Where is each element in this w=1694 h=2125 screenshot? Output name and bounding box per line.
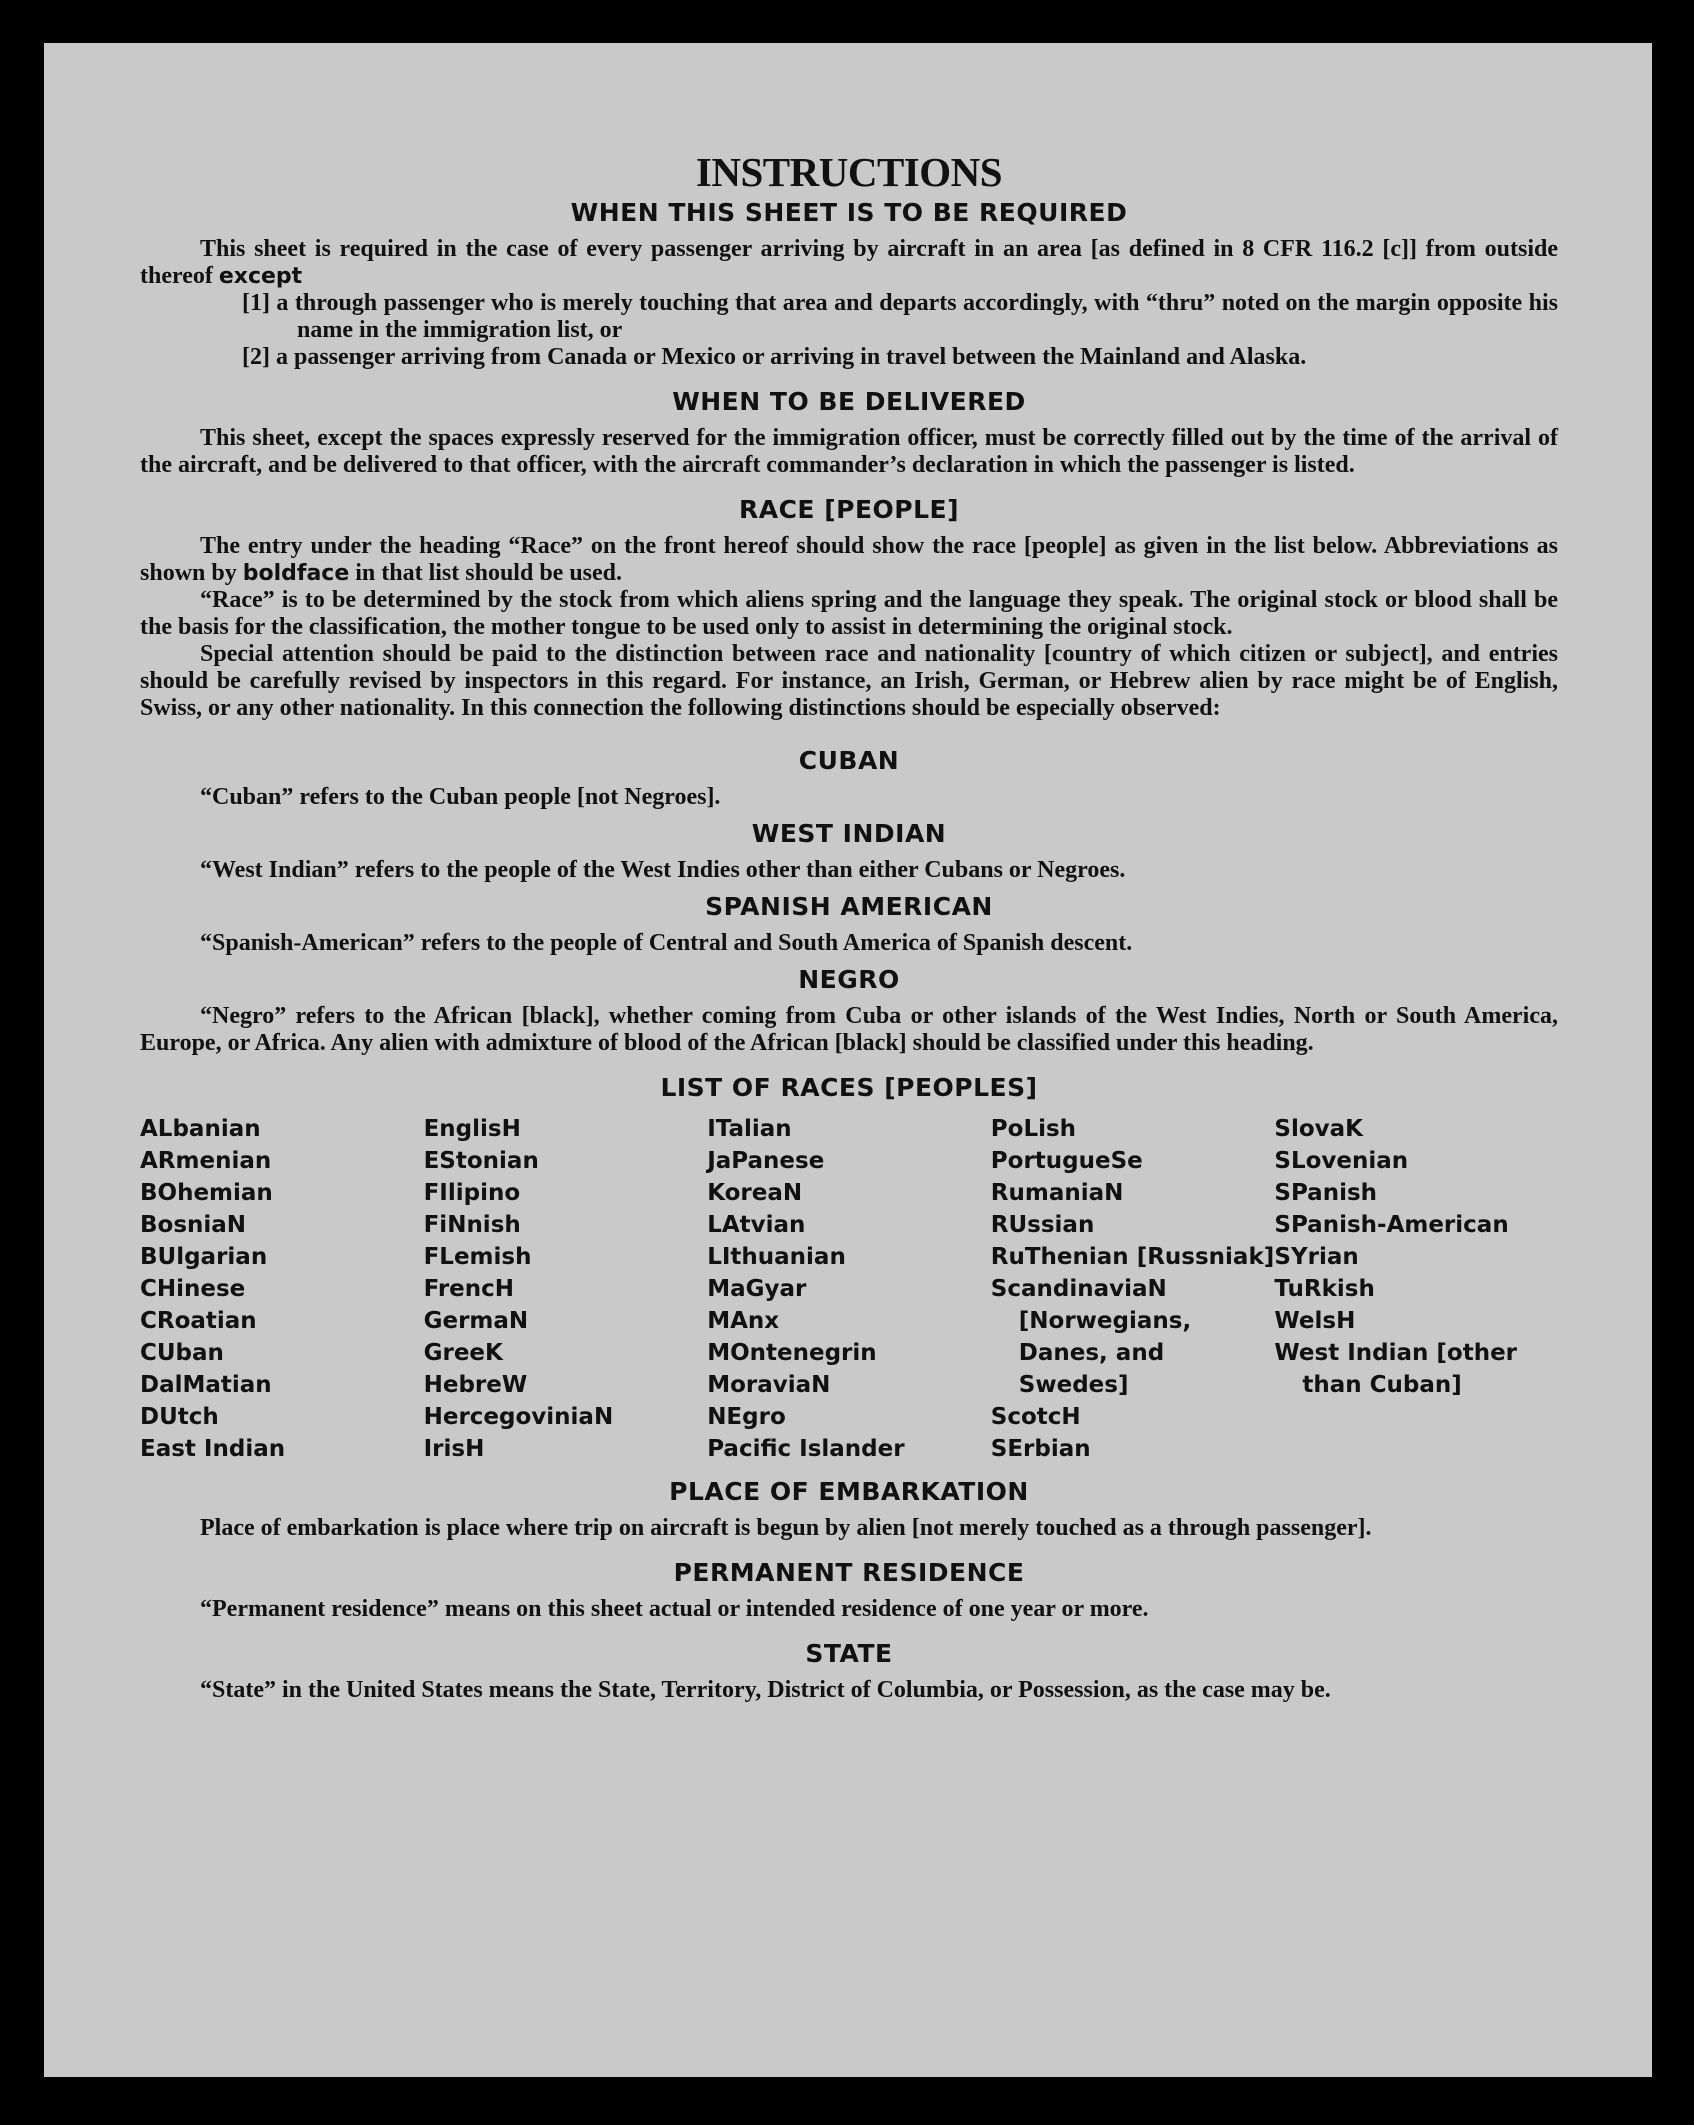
- race-item: DUtch: [140, 1404, 219, 1430]
- race-item: RUssian: [990, 1212, 1095, 1238]
- race-item: WelsH: [1274, 1308, 1356, 1334]
- heading-spanish-american: SPANISH AMERICAN: [705, 892, 993, 921]
- heading-race: RACE [PEOPLE]: [738, 495, 960, 524]
- race-item: Pacific Islander: [707, 1436, 905, 1462]
- heading-required: WHEN THIS SHEET IS TO BE REQUIRED: [570, 198, 1128, 227]
- race-item: LAtvian: [707, 1212, 806, 1238]
- race-item: SPanish: [1274, 1180, 1378, 1206]
- race-item: LIthuanian: [707, 1244, 846, 1270]
- race-item: ScotcH: [990, 1404, 1081, 1430]
- race-item: PoLish: [990, 1116, 1077, 1142]
- race-item: MOntenegrin: [707, 1340, 877, 1366]
- race-item: SYrian: [1274, 1244, 1359, 1270]
- paragraph-west-indian: “West Indian” refers to the people of the West Indies other than either Cubans or Negroes.: [200, 857, 1126, 883]
- race-item: CRoatian: [140, 1308, 257, 1334]
- race-item: SPanish-American: [1274, 1212, 1509, 1238]
- race-item: EnglisH: [423, 1116, 521, 1142]
- required-item-1: [1] a through passenger who is merely touching that area and departs accordingly, with “thru” noted on the margin opposite his name in the immigration list, or: [242, 290, 1558, 343]
- race-item: HebreW: [423, 1372, 528, 1398]
- race-item: ALbanian: [140, 1116, 261, 1142]
- paragraph-spanish-american: “Spanish-American” refers to the people of Central and South America of Spanish descent.: [200, 930, 1133, 956]
- race-column-5: [1274, 1113, 1558, 1465]
- race-item: ITalian: [707, 1116, 792, 1142]
- race-item: East Indian: [140, 1436, 286, 1462]
- race-item: FLemish: [423, 1244, 532, 1270]
- race-item: ScandinaviaN [Norwegians, Danes, and Swedes]: [990, 1276, 1192, 1398]
- race-item: RumaniaN: [990, 1180, 1124, 1206]
- race-item: BUlgarian: [140, 1244, 268, 1270]
- race-item: FIlipino: [423, 1180, 521, 1206]
- race-item: HercegoviniaN: [423, 1404, 614, 1430]
- paragraph-race-1-a: The entry under the heading “Race” on the front hereof should show the race [people] as given in the list below. Abbreviations as shown by: [140, 533, 1558, 586]
- race-item: FrencH: [423, 1276, 515, 1302]
- paragraph-negro: “Negro” refers to the African [black], whether coming from Cuba or other islands of the West Indies, North or South America, Europe, or Africa. Any alien with admixture of blood of the African [black] should be classified under this heading.: [140, 1003, 1558, 1056]
- race-item: EStonian: [423, 1148, 539, 1174]
- race-column-4: [991, 1113, 1275, 1465]
- required-item-2: [2] a passenger arriving from Canada or Mexico or arriving in travel between the Mainland and Alaska.: [242, 344, 1307, 370]
- race-item: RuThenian [Russniak]: [990, 1244, 1275, 1270]
- race-item: MAnx: [707, 1308, 780, 1334]
- heading-state: STATE: [805, 1639, 893, 1668]
- race-column-2: [424, 1113, 708, 1465]
- paragraph-race-2: “Race” is to be determined by the stock from which aliens spring and the language they speak. The original stock or blood shall be the basis for the classification, the mother tongue to be used only to assist in determining the original stock.: [140, 587, 1558, 640]
- paragraph-race-1-bold: boldface: [242, 561, 350, 586]
- race-item: PortugueSe: [990, 1148, 1143, 1174]
- paragraph-required-except: except: [218, 264, 303, 289]
- race-item: DalMatian: [140, 1372, 272, 1398]
- race-item: KoreaN: [707, 1180, 803, 1206]
- paragraph-race-1-b: in that list should be used.: [349, 560, 623, 586]
- paragraph-required: [140, 236, 1558, 290]
- heading-west-indian: WEST INDIAN: [751, 819, 947, 848]
- paragraph-required-text: This sheet is required in the case of every passenger arriving by aircraft in an area [as defined in 8 CFR 116.2 [c]] from outside thereof: [140, 236, 1558, 289]
- paragraph-race-3: Special attention should be paid to the distinction between race and nationality [country of which citizen or subject], and entries should be carefully revised by inspectors in this regard. For instance, an Irish, German, or Hebrew alien by race might be of English, Swiss, or any other nationality. In this connection the following distinctions should be especially observed:: [140, 641, 1558, 721]
- race-item: GreeK: [423, 1340, 503, 1366]
- race-item: TuRkish: [1274, 1276, 1375, 1302]
- race-item: JaPanese: [707, 1148, 825, 1174]
- paragraph-race-1: [140, 533, 1558, 587]
- race-item: BosniaN: [140, 1212, 247, 1238]
- heading-permanent-residence: PERMANENT RESIDENCE: [673, 1558, 1025, 1587]
- paragraph-delivered: This sheet, except the spaces expressly reserved for the immigration officer, must be correctly filled out by the time of the arrival of the aircraft, and be delivered to that officer, with the aircraft commander’s declaration in which the passenger is listed.: [140, 425, 1558, 478]
- race-item: NEgro: [707, 1404, 786, 1430]
- race-item: ARmenian: [140, 1148, 272, 1174]
- paragraph-permanent-residence: “Permanent residence” means on this sheet actual or intended residence of one year or more.: [200, 1596, 1149, 1622]
- race-list: [140, 1113, 1558, 1465]
- paragraph-state: “State” in the United States means the State, Territory, District of Columbia, or Possession, as the case may be.: [200, 1677, 1331, 1703]
- race-item: BOhemian: [140, 1180, 273, 1206]
- race-item: IrisH: [423, 1436, 485, 1462]
- heading-cuban: CUBAN: [798, 746, 900, 775]
- race-column-3: [707, 1113, 991, 1465]
- race-item: West Indian [other than Cuban]: [1274, 1340, 1518, 1398]
- race-item: MoraviaN: [707, 1372, 831, 1398]
- instructions-page: [140, 148, 1558, 1704]
- race-item: MaGyar: [707, 1276, 807, 1302]
- page-title: INSTRUCTIONS: [695, 149, 1003, 195]
- race-item: SLovenian: [1274, 1148, 1409, 1174]
- paragraph-cuban: “Cuban” refers to the Cuban people [not Negroes].: [200, 784, 721, 810]
- heading-delivered: WHEN TO BE DELIVERED: [672, 387, 1026, 416]
- race-item: SlovaK: [1274, 1116, 1363, 1142]
- race-item: SErbian: [990, 1436, 1091, 1462]
- heading-list-of-races: LIST OF RACES [PEOPLES]: [660, 1073, 1038, 1102]
- race-item: GermaN: [423, 1308, 529, 1334]
- race-column-1: [140, 1113, 424, 1465]
- race-item: CHinese: [140, 1276, 246, 1302]
- heading-embarkation: PLACE OF EMBARKATION: [669, 1477, 1029, 1506]
- race-item: CUban: [140, 1340, 224, 1366]
- document-sheet: [44, 43, 1652, 2077]
- race-item: FiNnish: [423, 1212, 521, 1238]
- heading-negro: NEGRO: [798, 965, 900, 994]
- paragraph-embarkation: Place of embarkation is place where trip on aircraft is begun by alien [not merely touched as a through passenger].: [200, 1515, 1372, 1541]
